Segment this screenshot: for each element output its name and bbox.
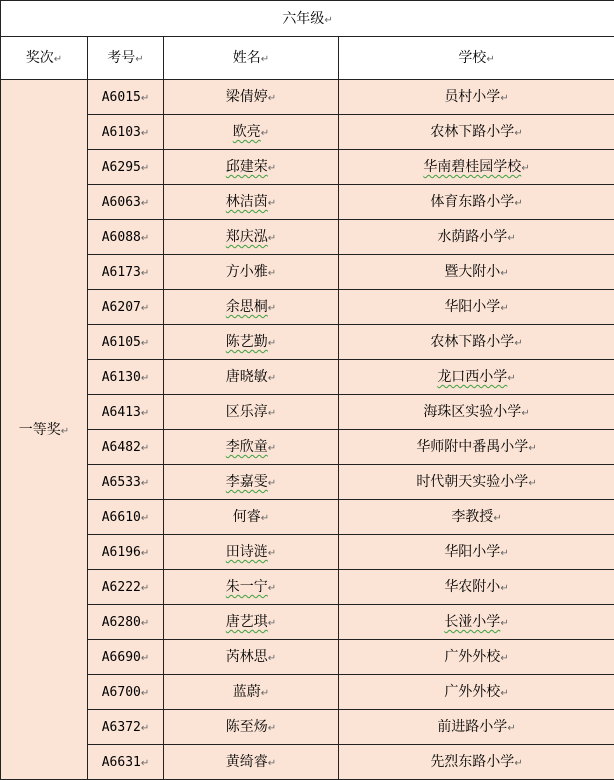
paragraph-mark: ↵ xyxy=(521,163,529,174)
paragraph-mark: ↵ xyxy=(141,653,149,664)
exam-id-text: A6533 xyxy=(102,475,141,490)
table-row xyxy=(1,570,614,605)
paragraph-mark: ↵ xyxy=(514,338,522,349)
school-cell xyxy=(339,710,614,745)
school-text: 李教授 xyxy=(451,509,493,525)
exam-id-cell xyxy=(88,500,164,535)
table-row xyxy=(1,640,614,675)
school-text: 先烈东路小学 xyxy=(430,754,514,770)
table-row xyxy=(1,710,614,745)
exam-id-cell xyxy=(88,395,164,430)
paragraph-mark: ↵ xyxy=(141,758,149,769)
student-name-cell xyxy=(164,605,339,640)
school-text: 华师附中番禺小学 xyxy=(416,439,528,455)
exam-id-text: A6130 xyxy=(102,370,141,385)
school-text: 水荫路小学 xyxy=(437,229,507,245)
paragraph-mark: ↵ xyxy=(507,373,515,384)
student-name-cell xyxy=(164,220,339,255)
exam-id-text: A6413 xyxy=(102,405,141,420)
paragraph-mark: ↵ xyxy=(141,93,149,104)
exam-id-cell xyxy=(88,360,164,395)
header-award xyxy=(1,37,88,80)
exam-id-text: A6222 xyxy=(102,580,141,595)
school-cell xyxy=(339,115,614,150)
paragraph-mark: ↵ xyxy=(268,548,276,559)
paragraph-mark: ↵ xyxy=(141,548,149,559)
student-name-cell xyxy=(164,430,339,465)
table-row xyxy=(1,80,614,115)
paragraph-mark: ↵ xyxy=(500,268,508,279)
table-row xyxy=(1,255,614,290)
paragraph-mark: ↵ xyxy=(268,443,276,454)
paragraph-mark: ↵ xyxy=(268,163,276,174)
school-cell xyxy=(339,465,614,500)
paragraph-mark: ↵ xyxy=(141,198,149,209)
paragraph-mark: ↵ xyxy=(514,198,522,209)
student-name-cell xyxy=(164,360,339,395)
school-cell xyxy=(339,80,614,115)
paragraph-mark: ↵ xyxy=(141,583,149,594)
header-school-label: 学校 xyxy=(458,50,486,66)
header-name xyxy=(164,37,339,80)
student-name-text: 朱一宁 xyxy=(226,579,268,595)
school-cell xyxy=(339,535,614,570)
school-text: 农林下路小学 xyxy=(430,334,514,350)
student-name-text: 邱建荣 xyxy=(226,159,268,175)
exam-id-cell xyxy=(88,465,164,500)
school-text: 华阳小学 xyxy=(444,299,500,315)
school-cell xyxy=(339,185,614,220)
paragraph-mark: ↵ xyxy=(507,723,515,734)
table-row xyxy=(1,745,614,780)
paragraph-mark: ↵ xyxy=(61,426,69,437)
paragraph-mark: ↵ xyxy=(268,408,276,419)
exam-id-text: A6295 xyxy=(102,160,141,175)
award-level-cell xyxy=(1,80,88,780)
paragraph-mark: ↵ xyxy=(141,443,149,454)
student-name-text: 蓝蔚 xyxy=(233,684,261,700)
student-name-text: 李欣童 xyxy=(226,439,268,455)
exam-id-text: A6610 xyxy=(102,510,141,525)
paragraph-mark: ↵ xyxy=(324,15,332,26)
school-text: 时代朝天实验小学 xyxy=(416,474,528,490)
paragraph-mark: ↵ xyxy=(261,513,269,524)
paragraph-mark: ↵ xyxy=(141,268,149,279)
paragraph-mark: ↵ xyxy=(261,128,269,139)
student-name-text: 区乐淳 xyxy=(226,404,268,420)
student-name-text: 陈艺勤 xyxy=(226,334,268,350)
school-cell xyxy=(339,605,614,640)
table-row xyxy=(1,430,614,465)
paragraph-mark: ↵ xyxy=(500,653,508,664)
school-cell xyxy=(339,570,614,605)
exam-id-cell xyxy=(88,325,164,360)
exam-id-text: A6631 xyxy=(102,755,141,770)
paragraph-mark: ↵ xyxy=(141,373,149,384)
title-row xyxy=(1,1,614,37)
exam-id-cell xyxy=(88,115,164,150)
exam-id-cell xyxy=(88,80,164,115)
table-row xyxy=(1,115,614,150)
school-cell xyxy=(339,360,614,395)
paragraph-mark: ↵ xyxy=(268,373,276,384)
exam-id-text: A6700 xyxy=(102,685,141,700)
paragraph-mark: ↵ xyxy=(141,408,149,419)
paragraph-mark: ↵ xyxy=(141,688,149,699)
school-text: 长湴小学 xyxy=(444,614,500,630)
school-text: 海珠区实验小学 xyxy=(423,404,521,420)
header-school xyxy=(339,37,614,80)
exam-id-text: A6196 xyxy=(102,545,141,560)
student-name-cell xyxy=(164,395,339,430)
paragraph-mark: ↵ xyxy=(514,758,522,769)
school-text: 暨大附小 xyxy=(444,264,500,280)
student-name-text: 李嘉雯 xyxy=(226,474,268,490)
exam-id-text: A6015 xyxy=(102,90,141,105)
student-name-text: 何睿 xyxy=(233,509,261,525)
exam-id-text: A6088 xyxy=(102,230,141,245)
paragraph-mark: ↵ xyxy=(493,513,501,524)
exam-id-text: A6103 xyxy=(102,125,141,140)
school-text: 华阳小学 xyxy=(444,544,500,560)
award-table-body xyxy=(1,1,614,780)
paragraph-mark: ↵ xyxy=(486,54,494,65)
exam-id-cell xyxy=(88,675,164,710)
school-cell xyxy=(339,430,614,465)
school-text: 龙口西小学 xyxy=(437,369,507,385)
exam-id-text: A6173 xyxy=(102,265,141,280)
student-name-cell xyxy=(164,80,339,115)
paragraph-mark: ↵ xyxy=(141,303,149,314)
student-name-cell xyxy=(164,255,339,290)
paragraph-mark: ↵ xyxy=(528,478,536,489)
student-name-text: 林洁茵 xyxy=(226,194,268,210)
student-name-cell xyxy=(164,710,339,745)
exam-id-cell xyxy=(88,605,164,640)
table-row xyxy=(1,290,614,325)
header-name-label: 姓名 xyxy=(233,50,261,66)
school-cell xyxy=(339,150,614,185)
header-award-label: 奖次 xyxy=(26,50,54,66)
school-cell xyxy=(339,675,614,710)
paragraph-mark: ↵ xyxy=(268,758,276,769)
student-name-cell xyxy=(164,290,339,325)
student-name-text: 黄绮睿 xyxy=(226,754,268,770)
exam-id-cell xyxy=(88,430,164,465)
paragraph-mark: ↵ xyxy=(521,408,529,419)
school-text: 前进路小学 xyxy=(437,719,507,735)
exam-id-cell xyxy=(88,255,164,290)
header-row xyxy=(1,37,614,80)
student-name-text: 欧亮 xyxy=(233,124,261,140)
paragraph-mark: ↵ xyxy=(141,128,149,139)
header-exam-id-label: 考号 xyxy=(107,50,135,66)
paragraph-mark: ↵ xyxy=(268,618,276,629)
student-name-cell xyxy=(164,675,339,710)
student-name-text: 唐晓敏 xyxy=(226,369,268,385)
table-row xyxy=(1,465,614,500)
exam-id-cell xyxy=(88,710,164,745)
paragraph-mark: ↵ xyxy=(141,478,149,489)
student-name-cell xyxy=(164,500,339,535)
table-row xyxy=(1,220,614,255)
student-name-cell xyxy=(164,745,339,780)
table-row xyxy=(1,360,614,395)
exam-id-cell xyxy=(88,150,164,185)
paragraph-mark: ↵ xyxy=(500,618,508,629)
school-text: 广外外校 xyxy=(444,649,500,665)
student-name-text: 田诗涟 xyxy=(226,544,268,560)
paragraph-mark: ↵ xyxy=(507,233,515,244)
paragraph-mark: ↵ xyxy=(268,723,276,734)
school-cell xyxy=(339,290,614,325)
paragraph-mark: ↵ xyxy=(261,688,269,699)
paragraph-mark: ↵ xyxy=(261,54,269,65)
student-name-cell xyxy=(164,325,339,360)
student-name-text: 陈至炀 xyxy=(226,719,268,735)
exam-id-cell xyxy=(88,290,164,325)
school-text: 农林下路小学 xyxy=(430,124,514,140)
paragraph-mark: ↵ xyxy=(268,303,276,314)
paragraph-mark: ↵ xyxy=(141,723,149,734)
paragraph-mark: ↵ xyxy=(54,54,62,65)
exam-id-text: A6207 xyxy=(102,300,141,315)
grade-title: 六年级 xyxy=(282,11,324,27)
table-row xyxy=(1,185,614,220)
student-name-cell xyxy=(164,640,339,675)
school-text: 华农附小 xyxy=(444,579,500,595)
table-row xyxy=(1,500,614,535)
paragraph-mark: ↵ xyxy=(500,583,508,594)
exam-id-cell xyxy=(88,535,164,570)
school-cell xyxy=(339,640,614,675)
paragraph-mark: ↵ xyxy=(135,54,143,65)
student-name-text: 郑庆泓 xyxy=(226,229,268,245)
student-name-text: 唐艺琪 xyxy=(226,614,268,630)
paragraph-mark: ↵ xyxy=(514,128,522,139)
student-name-text: 方小雅 xyxy=(226,264,268,280)
award-level-label: 一等奖 xyxy=(19,422,61,438)
exam-id-text: A6690 xyxy=(102,650,141,665)
student-name-cell xyxy=(164,465,339,500)
paragraph-mark: ↵ xyxy=(528,443,536,454)
paragraph-mark: ↵ xyxy=(268,653,276,664)
exam-id-cell xyxy=(88,185,164,220)
student-name-cell xyxy=(164,570,339,605)
paragraph-mark: ↵ xyxy=(268,338,276,349)
school-cell xyxy=(339,220,614,255)
header-exam-id xyxy=(88,37,164,80)
school-cell xyxy=(339,745,614,780)
school-cell xyxy=(339,255,614,290)
exam-id-text: A6105 xyxy=(102,335,141,350)
school-text: 华南碧桂园学校 xyxy=(423,159,521,175)
school-cell xyxy=(339,395,614,430)
school-cell xyxy=(339,500,614,535)
paragraph-mark: ↵ xyxy=(268,233,276,244)
paragraph-mark: ↵ xyxy=(500,303,508,314)
paragraph-mark: ↵ xyxy=(268,198,276,209)
school-text: 员村小学 xyxy=(444,89,500,105)
student-name-cell xyxy=(164,150,339,185)
student-name-text: 梁倩婷 xyxy=(226,89,268,105)
student-name-text: 余思桐 xyxy=(226,299,268,315)
school-text: 体育东路小学 xyxy=(430,194,514,210)
paragraph-mark: ↵ xyxy=(141,618,149,629)
paragraph-mark: ↵ xyxy=(141,163,149,174)
paragraph-mark: ↵ xyxy=(268,583,276,594)
student-name-cell xyxy=(164,535,339,570)
table-row xyxy=(1,535,614,570)
school-text: 广外外校 xyxy=(444,684,500,700)
exam-id-cell xyxy=(88,640,164,675)
student-name-cell xyxy=(164,185,339,220)
exam-id-text: A6372 xyxy=(102,720,141,735)
paragraph-mark: ↵ xyxy=(141,233,149,244)
paragraph-mark: ↵ xyxy=(268,93,276,104)
table-row xyxy=(1,605,614,640)
exam-id-text: A6063 xyxy=(102,195,141,210)
table-row xyxy=(1,395,614,430)
paragraph-mark: ↵ xyxy=(141,338,149,349)
table-row xyxy=(1,150,614,185)
student-name-cell xyxy=(164,115,339,150)
paragraph-mark: ↵ xyxy=(141,513,149,524)
grade-title-cell xyxy=(1,1,614,37)
exam-id-cell xyxy=(88,745,164,780)
paragraph-mark: ↵ xyxy=(268,268,276,279)
paragraph-mark: ↵ xyxy=(500,688,508,699)
table-row xyxy=(1,675,614,710)
student-name-text: 芮林思 xyxy=(226,649,268,665)
exam-id-text: A6482 xyxy=(102,440,141,455)
paragraph-mark: ↵ xyxy=(500,93,508,104)
school-cell xyxy=(339,325,614,360)
paragraph-mark: ↵ xyxy=(268,478,276,489)
exam-id-text: A6280 xyxy=(102,615,141,630)
exam-id-cell xyxy=(88,220,164,255)
table-row xyxy=(1,325,614,360)
paragraph-mark: ↵ xyxy=(500,548,508,559)
exam-id-cell xyxy=(88,570,164,605)
